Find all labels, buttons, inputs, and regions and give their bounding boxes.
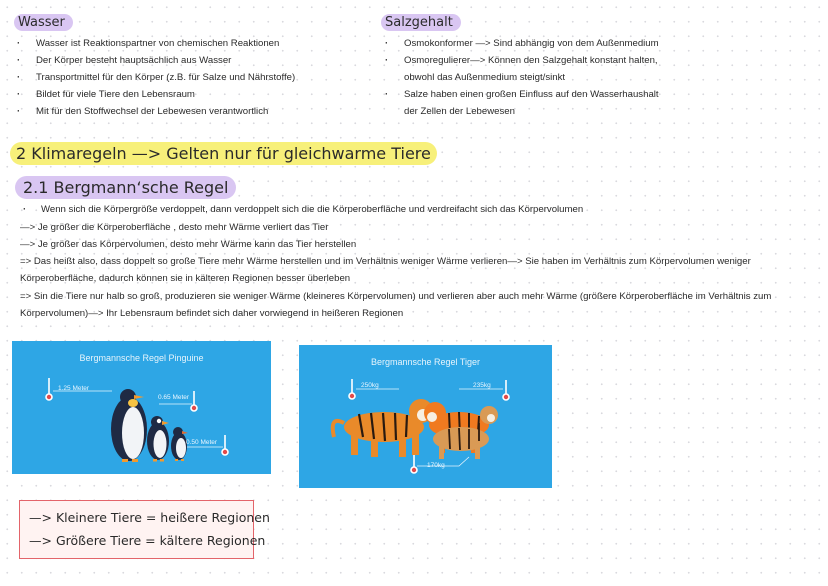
- weight-label: 235kg: [473, 382, 491, 389]
- list-item: · Der Körper besteht hauptsächlich aus Wasser: [15, 52, 295, 69]
- list-item: · Mit für den Stoffwechsel der Lebewesen verantwortlich: [15, 103, 295, 120]
- tigers-illustration: [299, 345, 552, 488]
- summary-box: [19, 500, 270, 559]
- body-line: => Das heißt also, dass doppelt so große Tiere mehr Wärme herstellen und im Verhältnis weniger Wärme verlieren—> Sie haben im Verhältnis zum Körpervolumen weniger: [20, 256, 751, 267]
- medium-penguin-icon: [147, 416, 169, 462]
- size-label: 0.50 Meter: [186, 439, 218, 446]
- list-item: · Osmokonformer —> Sind abhängig von dem Außenmedium: [383, 35, 659, 52]
- wasser-list: [15, 35, 295, 120]
- list-item: · Wasser ist Reaktionspartner von chemischen Reaktionen: [15, 35, 295, 52]
- size-label: 0.65 Meter: [158, 394, 190, 401]
- body-line: Körpervolumen)—> Ihr Lebensraum befindet sich daher vorwiegend in heißeren Regionen: [20, 308, 404, 319]
- figure-title: Bergmannsche Regel Pinguine: [79, 353, 204, 363]
- penguins-illustration: [12, 341, 271, 474]
- big-tiger-icon: [333, 399, 433, 457]
- weight-label: 250kg: [361, 382, 379, 389]
- heading-bergmann: 2.1 Bergmann‘sche Regel: [15, 176, 236, 199]
- emperor-penguin-icon: [111, 389, 147, 462]
- summary-line: —> Kleinere Tiere = heißere Regionen: [29, 510, 270, 525]
- body-line: => Sin die Tiere nur halb so groß, produzieren sie weniger Wärme (kleineres Körpervolumen) und verlieren aber auch mehr Wärme (größere Körperoberfläche im Verhältnis zum: [20, 291, 772, 302]
- body-line: Körperoberfläche, dadurch können sie in kälteren Regionen besser überleben: [20, 273, 351, 284]
- section-title-wasser: Wasser: [14, 14, 73, 31]
- figure-title: Bergmannsche Regel Tiger: [370, 357, 481, 367]
- body-line: —> Je größer das Körpervolumen, desto mehr Wärme kann das Tier herstellen: [20, 239, 357, 250]
- weight-label: 170kg: [427, 462, 445, 469]
- section-title-salzgehalt: Salzgehalt: [381, 14, 461, 31]
- list-item: · Bildet für viele Tiere den Lebensraum: [15, 86, 295, 103]
- size-label: 1.25 Meter: [58, 385, 90, 392]
- body-text: Wenn sich die Körpergröße verdoppelt, dann verdoppelt sich die die Körperoberfläche und verdreifacht sich das Körpervolumen: [41, 204, 584, 215]
- summary-line: —> Größere Tiere = kältere Regionen: [29, 533, 266, 548]
- salzgehalt-list: [383, 35, 659, 120]
- bullet-icon: ·: [23, 204, 27, 215]
- body-line: —> Je größer die Körperoberfläche , desto mehr Wärme verliert das Tier: [20, 222, 329, 233]
- figure-tigers: [299, 345, 552, 488]
- list-item: · Transportmittel für den Körper (z.B. für Salze und Nährstoffe): [15, 69, 295, 86]
- heading-klimaregeln: 2 Klimaregeln —> Gelten nur für gleichwarme Tiere: [10, 142, 437, 165]
- body-line: [20, 202, 583, 217]
- figure-penguins: [12, 341, 271, 474]
- list-item: obwohl das Außenmedium steigt/sinkt: [404, 72, 566, 83]
- list-item: · Osmoregulierer—> Können den Salzgehalt konstant halten,: [383, 52, 659, 69]
- list-item: · Salze haben einen großen Einfluss auf den Wasserhaushalt: [383, 86, 659, 103]
- list-item: der Zellen der Lebewesen: [404, 106, 515, 117]
